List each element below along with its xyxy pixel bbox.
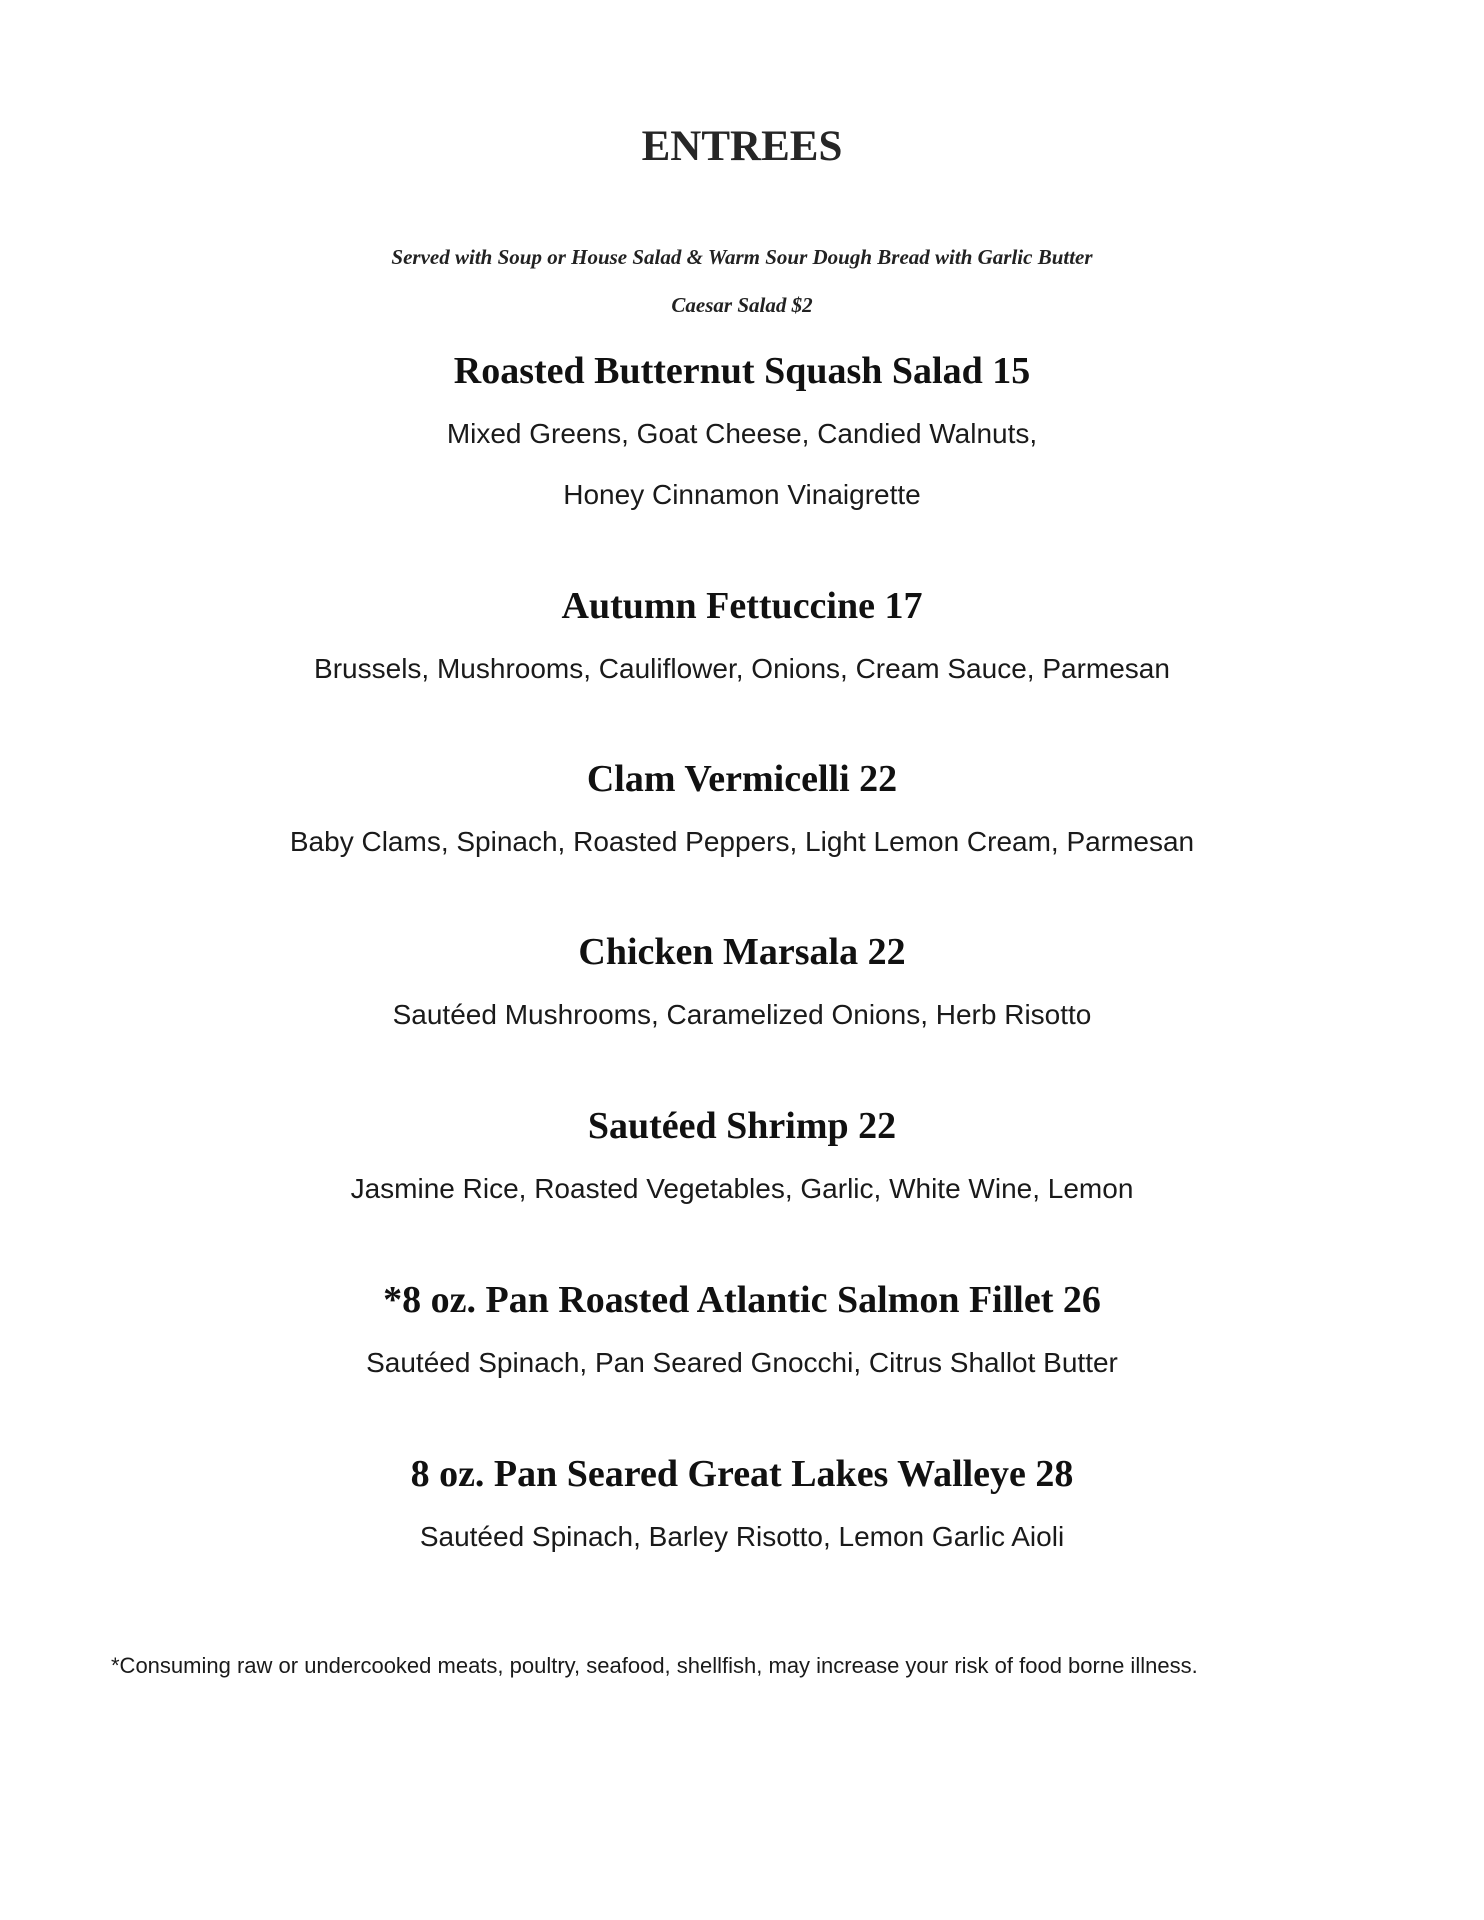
dish-name-great-lakes-walleye: 8 oz. Pan Seared Great Lakes Walleye 28 [410,1453,1074,1495]
dish-desc-chicken-marsala: Sautéed Mushrooms, Caramelized Onions, Herb Risotto [392,999,1092,1030]
dish-name-chicken-marsala: Chicken Marsala 22 [578,931,906,973]
food-safety-footnote: *Consuming raw or undercooked meats, poultry, seafood, shellfish, may increase your risk of food borne illness. [111,1653,1198,1678]
dish-desc-butternut-squash-salad-line-2: Honey Cinnamon Vinaigrette [563,479,921,510]
dish-desc-butternut-squash-salad-line-1: Mixed Greens, Goat Cheese, Candied Walnuts, [446,418,1038,449]
dish-name-clam-vermicelli: Clam Vermicelli 22 [586,758,898,800]
served-with-note: Served with Soup or House Salad & Warm Sour Dough Bread with Garlic Butter [391,245,1093,269]
caesar-upgrade-note: Caesar Salad $2 [671,293,813,317]
dish-desc-sauteed-shrimp: Jasmine Rice, Roasted Vegetables, Garlic, White Wine, Lemon [350,1173,1134,1204]
dish-desc-great-lakes-walleye: Sautéed Spinach, Barley Risotto, Lemon Garlic Aioli [419,1521,1065,1552]
dish-desc-clam-vermicelli: Baby Clams, Spinach, Roasted Peppers, Light Lemon Cream, Parmesan [289,826,1195,857]
dish-name-atlantic-salmon: *8 oz. Pan Roasted Atlantic Salmon Fillet 26 [383,1279,1101,1321]
page-title: ENTREES [641,123,843,170]
dish-name-butternut-squash-salad: Roasted Butternut Squash Salad 15 [453,350,1031,392]
dish-desc-autumn-fettuccine: Brussels, Mushrooms, Cauliflower, Onions, Cream Sauce, Parmesan [314,653,1170,684]
dish-desc-atlantic-salmon: Sautéed Spinach, Pan Seared Gnocchi, Citrus Shallot Butter [366,1347,1118,1378]
dish-name-autumn-fettuccine: Autumn Fettuccine 17 [561,585,923,627]
dish-name-sauteed-shrimp: Sautéed Shrimp 22 [587,1105,897,1147]
